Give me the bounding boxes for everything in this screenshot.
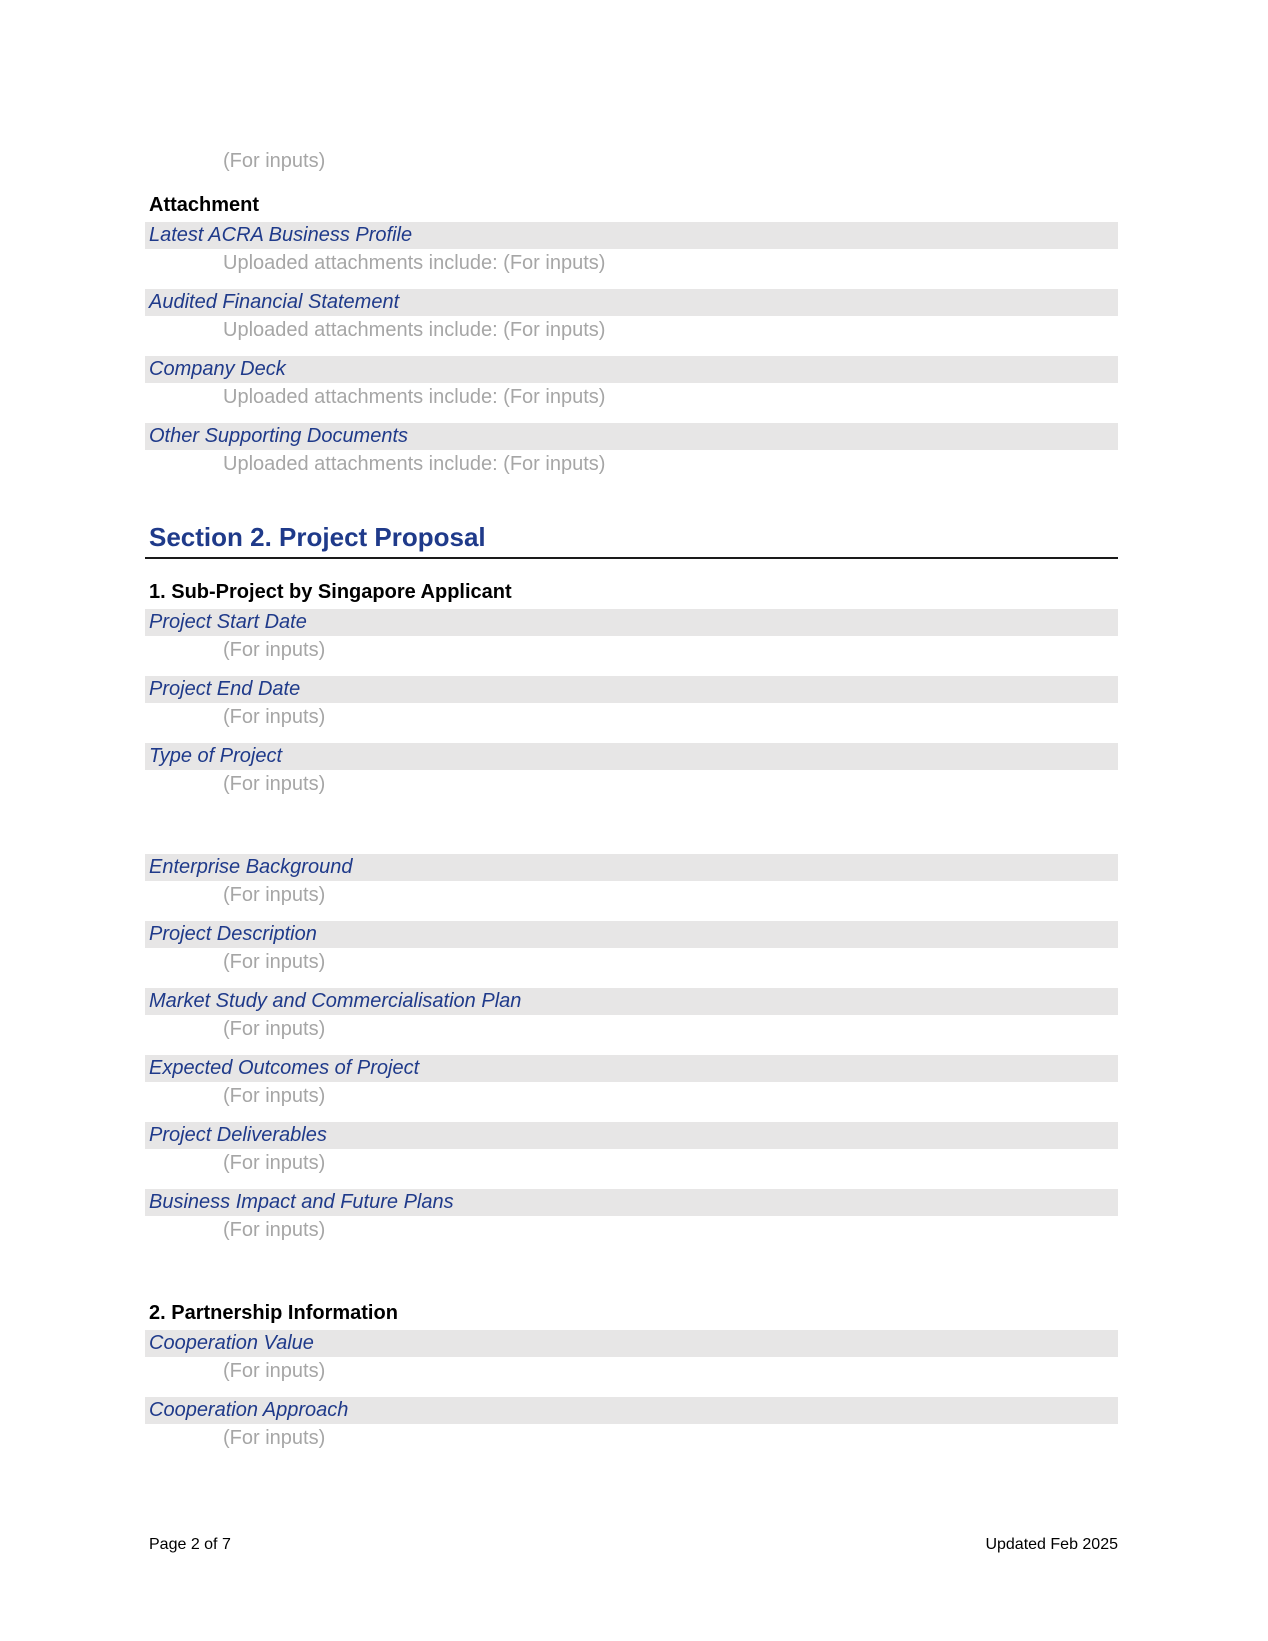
field-input[interactable]: (For inputs) xyxy=(223,1360,326,1382)
field-input[interactable]: Uploaded attachments include: (For inputs) xyxy=(223,319,606,341)
project-field xyxy=(145,1122,1118,1176)
field-input[interactable]: Uploaded attachments include: (For inputs) xyxy=(223,386,606,408)
project-field xyxy=(145,854,1118,908)
page-content xyxy=(145,148,1118,1464)
project-field xyxy=(145,1189,1118,1243)
field-input[interactable]: (For inputs) xyxy=(223,951,326,973)
field-input[interactable]: (For inputs) xyxy=(223,773,326,795)
field-label: Audited Financial Statement xyxy=(145,289,1118,316)
page-number: Page 2 of 7 xyxy=(149,1536,231,1553)
field-input[interactable]: Uploaded attachments include: (For inputs) xyxy=(223,453,606,475)
field-label: Market Study and Commercialisation Plan xyxy=(145,988,1118,1015)
field-label: Type of Project xyxy=(145,743,1118,770)
updated-date: Updated Feb 2025 xyxy=(985,1536,1118,1553)
field-label: Latest ACRA Business Profile xyxy=(145,222,1118,249)
field-input[interactable]: (For inputs) xyxy=(223,1018,326,1040)
field-input[interactable]: (For inputs) xyxy=(223,706,326,728)
partnership-field xyxy=(145,1397,1118,1451)
attachment-heading: Attachment xyxy=(149,194,260,216)
subproject-heading: 1. Sub-Project by Singapore Applicant xyxy=(149,581,512,603)
field-input[interactable]: (For inputs) xyxy=(223,1152,326,1174)
field-label: Enterprise Background xyxy=(145,854,1118,881)
field-label: Project Description xyxy=(145,921,1118,948)
field-label: Other Supporting Documents xyxy=(145,423,1118,450)
field-label: Project Start Date xyxy=(145,609,1118,636)
attachment-field xyxy=(145,356,1118,410)
spacer xyxy=(145,810,1118,854)
field-input[interactable]: (For inputs) xyxy=(223,639,326,661)
field-label: Cooperation Approach xyxy=(145,1397,1118,1424)
partnership-heading: 2. Partnership Information xyxy=(149,1302,398,1324)
field-label: Expected Outcomes of Project xyxy=(145,1055,1118,1082)
field-label: Cooperation Value xyxy=(145,1330,1118,1357)
field-input[interactable]: (For inputs) xyxy=(223,884,326,906)
field-label: Business Impact and Future Plans xyxy=(145,1189,1118,1216)
attachment-field xyxy=(145,222,1118,276)
top-input-placeholder[interactable]: (For inputs) xyxy=(223,150,326,172)
field-label: Project End Date xyxy=(145,676,1118,703)
project-field xyxy=(145,1055,1118,1109)
attachment-field xyxy=(145,423,1118,477)
field-input[interactable]: Uploaded attachments include: (For inputs) xyxy=(223,252,606,274)
spacer xyxy=(145,1256,1118,1300)
project-field xyxy=(145,609,1118,663)
field-input[interactable]: (For inputs) xyxy=(223,1085,326,1107)
section-2-title: Section 2. Project Proposal xyxy=(145,521,1118,559)
project-field xyxy=(145,743,1118,797)
field-input[interactable]: (For inputs) xyxy=(223,1219,326,1241)
field-input[interactable]: (For inputs) xyxy=(223,1427,326,1449)
attachment-field xyxy=(145,289,1118,343)
project-field xyxy=(145,676,1118,730)
field-label: Project Deliverables xyxy=(145,1122,1118,1149)
partnership-field xyxy=(145,1330,1118,1384)
project-field xyxy=(145,921,1118,975)
field-label: Company Deck xyxy=(145,356,1118,383)
project-field xyxy=(145,988,1118,1042)
